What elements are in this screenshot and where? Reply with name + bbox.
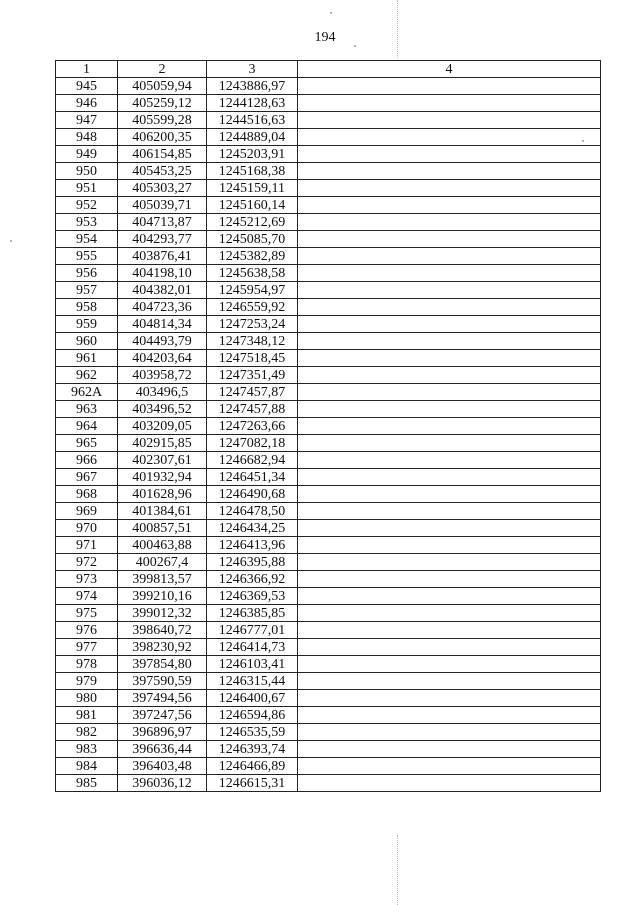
point-number-cell: 978 <box>56 656 118 673</box>
table-row <box>56 316 601 333</box>
point-number-cell: 957 <box>56 282 118 299</box>
note-cell <box>298 146 601 163</box>
point-number-cell: 972 <box>56 554 118 571</box>
y-coordinate-cell: 1246535,59 <box>207 724 298 741</box>
table-row <box>56 384 601 401</box>
note-cell <box>298 282 601 299</box>
note-cell <box>298 622 601 639</box>
y-coordinate-cell: 1247082,18 <box>207 435 298 452</box>
x-coordinate-cell: 405303,27 <box>118 180 207 197</box>
y-coordinate-cell: 1246559,92 <box>207 299 298 316</box>
table-row <box>56 707 601 724</box>
table-row <box>56 333 601 350</box>
note-cell <box>298 758 601 775</box>
note-cell <box>298 78 601 95</box>
note-cell <box>298 537 601 554</box>
x-coordinate-cell: 397247,56 <box>118 707 207 724</box>
y-coordinate-cell: 1246451,34 <box>207 469 298 486</box>
x-coordinate-cell: 398640,72 <box>118 622 207 639</box>
table-row <box>56 520 601 537</box>
y-coordinate-cell: 1246369,53 <box>207 588 298 605</box>
note-cell <box>298 656 601 673</box>
x-coordinate-cell: 399813,57 <box>118 571 207 588</box>
point-number-cell: 985 <box>56 775 118 792</box>
point-number-cell: 962 <box>56 367 118 384</box>
note-cell <box>298 673 601 690</box>
note-cell <box>298 299 601 316</box>
x-coordinate-cell: 397590,59 <box>118 673 207 690</box>
table-row <box>56 656 601 673</box>
note-cell <box>298 435 601 452</box>
y-coordinate-cell: 1247253,24 <box>207 316 298 333</box>
note-cell <box>298 418 601 435</box>
x-coordinate-cell: 404198,10 <box>118 265 207 282</box>
table-row <box>56 741 601 758</box>
point-number-cell: 970 <box>56 520 118 537</box>
x-coordinate-cell: 404814,34 <box>118 316 207 333</box>
y-coordinate-cell: 1246777,01 <box>207 622 298 639</box>
column-header-3: 3 <box>207 61 298 78</box>
x-coordinate-cell: 401932,94 <box>118 469 207 486</box>
y-coordinate-cell: 1246395,88 <box>207 554 298 571</box>
y-coordinate-cell: 1247348,12 <box>207 333 298 350</box>
y-coordinate-cell: 1246466,89 <box>207 758 298 775</box>
note-cell <box>298 469 601 486</box>
note-cell <box>298 231 601 248</box>
column-header-4: 4 <box>298 61 601 78</box>
note-cell <box>298 571 601 588</box>
table-row <box>56 486 601 503</box>
point-number-cell: 979 <box>56 673 118 690</box>
x-coordinate-cell: 400463,88 <box>118 537 207 554</box>
note-cell <box>298 350 601 367</box>
y-coordinate-cell: 1246414,73 <box>207 639 298 656</box>
y-coordinate-cell: 1247457,88 <box>207 401 298 418</box>
scan-speck <box>330 12 332 14</box>
note-cell <box>298 520 601 537</box>
note-cell <box>298 95 601 112</box>
scan-speck <box>10 240 12 242</box>
table-row <box>56 350 601 367</box>
table-row <box>56 146 601 163</box>
table-row <box>56 452 601 469</box>
point-number-cell: 954 <box>56 231 118 248</box>
coordinates-table <box>55 60 601 792</box>
x-coordinate-cell: 396403,48 <box>118 758 207 775</box>
y-coordinate-cell: 1246393,74 <box>207 741 298 758</box>
x-coordinate-cell: 405059,94 <box>118 78 207 95</box>
point-number-cell: 953 <box>56 214 118 231</box>
point-number-cell: 977 <box>56 639 118 656</box>
point-number-cell: 966 <box>56 452 118 469</box>
y-coordinate-cell: 1246490,68 <box>207 486 298 503</box>
table-row <box>56 129 601 146</box>
note-cell <box>298 639 601 656</box>
point-number-cell: 946 <box>56 95 118 112</box>
point-number-cell: 965 <box>56 435 118 452</box>
table-row <box>56 418 601 435</box>
note-cell <box>298 690 601 707</box>
point-number-cell: 958 <box>56 299 118 316</box>
y-coordinate-cell: 1246413,96 <box>207 537 298 554</box>
point-number-cell: 984 <box>56 758 118 775</box>
note-cell <box>298 129 601 146</box>
point-number-cell: 949 <box>56 146 118 163</box>
x-coordinate-cell: 396896,97 <box>118 724 207 741</box>
x-coordinate-cell: 404293,77 <box>118 231 207 248</box>
x-coordinate-cell: 406154,85 <box>118 146 207 163</box>
point-number-cell: 947 <box>56 112 118 129</box>
y-coordinate-cell: 1245203,91 <box>207 146 298 163</box>
table-row <box>56 282 601 299</box>
note-cell <box>298 605 601 622</box>
note-cell <box>298 554 601 571</box>
x-coordinate-cell: 397494,56 <box>118 690 207 707</box>
note-cell <box>298 265 601 282</box>
table-row <box>56 95 601 112</box>
table-row <box>56 299 601 316</box>
x-coordinate-cell: 404382,01 <box>118 282 207 299</box>
note-cell <box>298 588 601 605</box>
table-row <box>56 554 601 571</box>
y-coordinate-cell: 1245382,89 <box>207 248 298 265</box>
table-row <box>56 758 601 775</box>
note-cell <box>298 401 601 418</box>
y-coordinate-cell: 1246103,41 <box>207 656 298 673</box>
note-cell <box>298 316 601 333</box>
x-coordinate-cell: 397854,80 <box>118 656 207 673</box>
note-cell <box>298 197 601 214</box>
point-number-cell: 964 <box>56 418 118 435</box>
note-cell <box>298 384 601 401</box>
point-number-cell: 981 <box>56 707 118 724</box>
table-body <box>56 78 601 792</box>
x-coordinate-cell: 396636,44 <box>118 741 207 758</box>
x-coordinate-cell: 405259,12 <box>118 95 207 112</box>
y-coordinate-cell: 1246615,31 <box>207 775 298 792</box>
note-cell <box>298 503 601 520</box>
point-number-cell: 974 <box>56 588 118 605</box>
point-number-cell: 956 <box>56 265 118 282</box>
y-coordinate-cell: 1244889,04 <box>207 129 298 146</box>
y-coordinate-cell: 1246682,94 <box>207 452 298 469</box>
table-row <box>56 214 601 231</box>
y-coordinate-cell: 1246478,50 <box>207 503 298 520</box>
x-coordinate-cell: 406200,35 <box>118 129 207 146</box>
table-row <box>56 469 601 486</box>
y-coordinate-cell: 1246434,25 <box>207 520 298 537</box>
x-coordinate-cell: 405599,28 <box>118 112 207 129</box>
point-number-cell: 982 <box>56 724 118 741</box>
x-coordinate-cell: 405453,25 <box>118 163 207 180</box>
table-row <box>56 265 601 282</box>
x-coordinate-cell: 400267,4 <box>118 554 207 571</box>
point-number-cell: 968 <box>56 486 118 503</box>
point-number-cell: 948 <box>56 129 118 146</box>
point-number-cell: 973 <box>56 571 118 588</box>
y-coordinate-cell: 1245638,58 <box>207 265 298 282</box>
x-coordinate-cell: 399012,32 <box>118 605 207 622</box>
note-cell <box>298 163 601 180</box>
note-cell <box>298 214 601 231</box>
y-coordinate-cell: 1246385,85 <box>207 605 298 622</box>
table-row <box>56 180 601 197</box>
y-coordinate-cell: 1247518,45 <box>207 350 298 367</box>
note-cell <box>298 452 601 469</box>
y-coordinate-cell: 1245212,69 <box>207 214 298 231</box>
y-coordinate-cell: 1243886,97 <box>207 78 298 95</box>
table-row <box>56 78 601 95</box>
table-row <box>56 639 601 656</box>
table-row <box>56 231 601 248</box>
x-coordinate-cell: 399210,16 <box>118 588 207 605</box>
table-row <box>56 163 601 180</box>
scan-artifact-line-bottom <box>397 835 398 905</box>
table-row <box>56 571 601 588</box>
page-number: 194 <box>314 30 336 45</box>
y-coordinate-cell: 1246594,86 <box>207 707 298 724</box>
table-row <box>56 503 601 520</box>
x-coordinate-cell: 405039,71 <box>118 197 207 214</box>
point-number-cell: 960 <box>56 333 118 350</box>
point-number-cell: 980 <box>56 690 118 707</box>
x-coordinate-cell: 403496,52 <box>118 401 207 418</box>
x-coordinate-cell: 403496,5 <box>118 384 207 401</box>
point-number-cell: 945 <box>56 78 118 95</box>
note-cell <box>298 707 601 724</box>
x-coordinate-cell: 403209,05 <box>118 418 207 435</box>
x-coordinate-cell: 402307,61 <box>118 452 207 469</box>
y-coordinate-cell: 1246400,67 <box>207 690 298 707</box>
table-row <box>56 367 601 384</box>
x-coordinate-cell: 403876,41 <box>118 248 207 265</box>
note-cell <box>298 724 601 741</box>
table-row <box>56 435 601 452</box>
point-number-cell: 983 <box>56 741 118 758</box>
table-row <box>56 248 601 265</box>
point-number-cell: 955 <box>56 248 118 265</box>
column-header-1: 1 <box>56 61 118 78</box>
y-coordinate-cell: 1245159,11 <box>207 180 298 197</box>
y-coordinate-cell: 1247457,87 <box>207 384 298 401</box>
x-coordinate-cell: 404493,79 <box>118 333 207 350</box>
point-number-cell: 971 <box>56 537 118 554</box>
x-coordinate-cell: 402915,85 <box>118 435 207 452</box>
y-coordinate-cell: 1247351,49 <box>207 367 298 384</box>
note-cell <box>298 180 601 197</box>
scan-artifact-line-top <box>397 0 398 58</box>
table-row <box>56 401 601 418</box>
table-row <box>56 622 601 639</box>
y-coordinate-cell: 1246315,44 <box>207 673 298 690</box>
x-coordinate-cell: 400857,51 <box>118 520 207 537</box>
point-number-cell: 969 <box>56 503 118 520</box>
table-header-row <box>56 61 601 78</box>
column-header-2: 2 <box>118 61 207 78</box>
note-cell <box>298 333 601 350</box>
note-cell <box>298 248 601 265</box>
y-coordinate-cell: 1245954,97 <box>207 282 298 299</box>
table-row <box>56 588 601 605</box>
table-row <box>56 112 601 129</box>
point-number-cell: 967 <box>56 469 118 486</box>
point-number-cell: 975 <box>56 605 118 622</box>
x-coordinate-cell: 404203,64 <box>118 350 207 367</box>
y-coordinate-cell: 1245168,38 <box>207 163 298 180</box>
note-cell <box>298 741 601 758</box>
y-coordinate-cell: 1244516,63 <box>207 112 298 129</box>
table-row <box>56 197 601 214</box>
x-coordinate-cell: 403958,72 <box>118 367 207 384</box>
point-number-cell: 962A <box>56 384 118 401</box>
y-coordinate-cell: 1245085,70 <box>207 231 298 248</box>
x-coordinate-cell: 401384,61 <box>118 503 207 520</box>
table-row <box>56 605 601 622</box>
note-cell <box>298 486 601 503</box>
point-number-cell: 951 <box>56 180 118 197</box>
table-row <box>56 775 601 792</box>
x-coordinate-cell: 396036,12 <box>118 775 207 792</box>
note-cell <box>298 112 601 129</box>
note-cell <box>298 775 601 792</box>
point-number-cell: 976 <box>56 622 118 639</box>
point-number-cell: 952 <box>56 197 118 214</box>
y-coordinate-cell: 1244128,63 <box>207 95 298 112</box>
y-coordinate-cell: 1245160,14 <box>207 197 298 214</box>
point-number-cell: 959 <box>56 316 118 333</box>
point-number-cell: 950 <box>56 163 118 180</box>
x-coordinate-cell: 404723,36 <box>118 299 207 316</box>
table-row <box>56 673 601 690</box>
note-cell <box>298 367 601 384</box>
y-coordinate-cell: 1246366,92 <box>207 571 298 588</box>
table-row <box>56 537 601 554</box>
table-row <box>56 690 601 707</box>
x-coordinate-cell: 401628,96 <box>118 486 207 503</box>
x-coordinate-cell: 398230,92 <box>118 639 207 656</box>
point-number-cell: 963 <box>56 401 118 418</box>
y-coordinate-cell: 1247263,66 <box>207 418 298 435</box>
x-coordinate-cell: 404713,87 <box>118 214 207 231</box>
point-number-cell: 961 <box>56 350 118 367</box>
table-row <box>56 724 601 741</box>
